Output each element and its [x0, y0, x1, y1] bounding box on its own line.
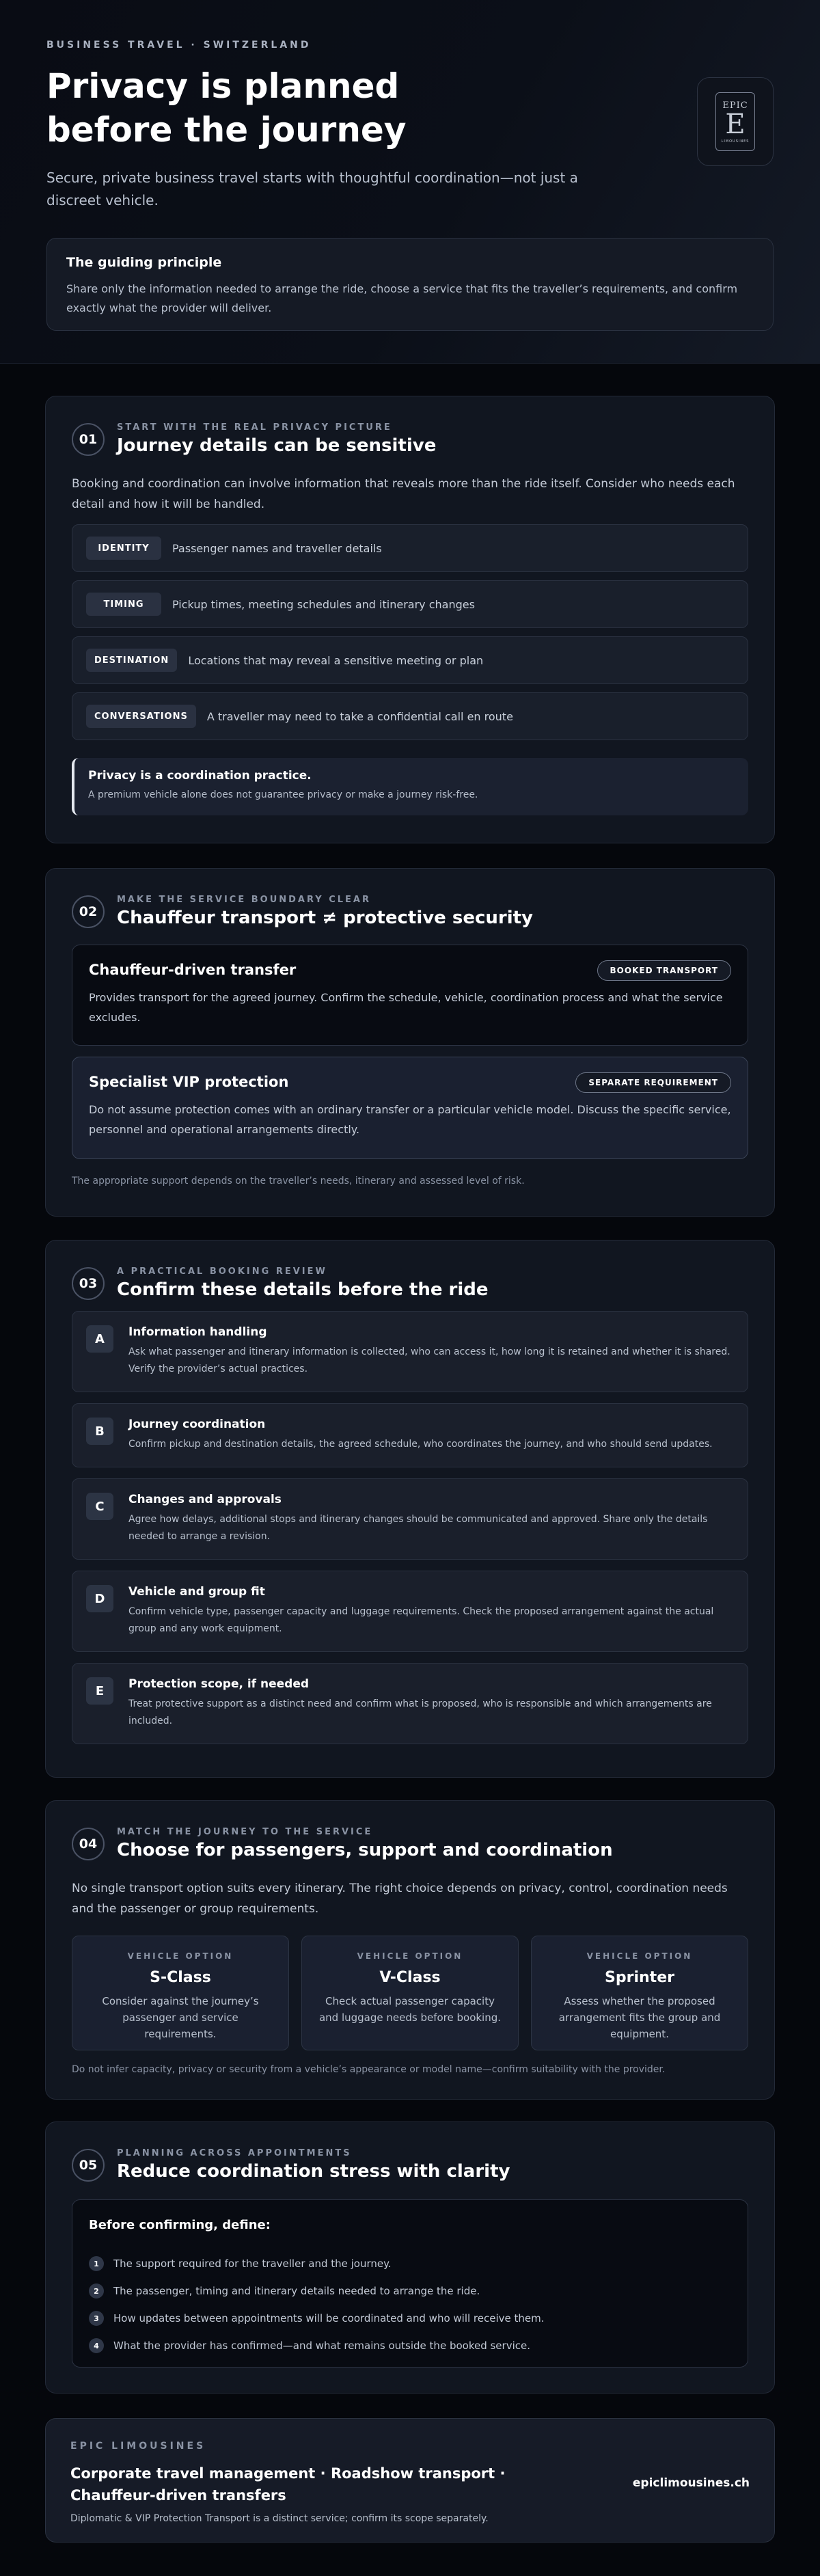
- service-title: Chauffeur-driven transfer: [89, 962, 297, 978]
- note-text: A premium vehicle alone does not guarantee privacy or make a journey risk-free.: [88, 789, 478, 800]
- section-booking-review: [45, 1240, 775, 1778]
- detail-tag: TIMING: [86, 593, 161, 616]
- section-footnote: The appropriate support depends on the traveller’s needs, itinerary and assessed level of risk.: [72, 1176, 525, 1187]
- footer-brand: EPIC LIMOUSINES: [70, 2441, 206, 2452]
- item-title: Changes and approvals: [128, 1493, 282, 1506]
- item-letter: B: [86, 1418, 113, 1445]
- section-number: 01: [72, 423, 105, 456]
- detail-text: Pickup times, meeting schedules and itinerary changes: [172, 597, 475, 611]
- section-title: Choose for passengers, support and coordination: [117, 1840, 613, 1860]
- vehicle-card-s-class: [72, 1936, 289, 2050]
- vehicle-eyebrow: VEHICLE OPTION: [586, 1951, 693, 1961]
- item-letter: C: [86, 1493, 113, 1520]
- sensitive-detail-row: [72, 580, 748, 628]
- vehicle-name: S-Class: [150, 1969, 211, 1986]
- section-eyebrow: START WITH THE REAL PRIVACY PICTURE: [117, 422, 392, 433]
- define-item: [89, 2250, 731, 2277]
- section-title: Reduce coordination stress with clarity: [117, 2161, 510, 2182]
- note-title: Privacy is a coordination practice.: [88, 769, 312, 783]
- section-eyebrow: PLANNING ACROSS APPOINTMENTS: [117, 2148, 352, 2158]
- item-text: Confirm pickup and destination details, the agreed schedule, who coordinates the journey, and who should send updates.: [128, 1439, 713, 1450]
- sensitive-detail-row: [72, 636, 748, 684]
- checklist-item: [72, 1311, 748, 1392]
- section-eyebrow: MAKE THE SERVICE BOUNDARY CLEAR: [117, 895, 371, 905]
- section-header: [72, 422, 748, 456]
- section-title: Confirm these details before the ride: [117, 1279, 489, 1300]
- vehicle-eyebrow: VEHICLE OPTION: [127, 1951, 234, 1961]
- principle-title: The guiding principle: [66, 255, 222, 270]
- item-text: How updates between appointments will be coordinated and who will receive them.: [113, 2312, 545, 2324]
- hero-eyebrow: BUSINESS TRAVEL · SWITZERLAND: [46, 40, 312, 51]
- section-header: [72, 895, 748, 928]
- item-title: Journey coordination: [128, 1418, 266, 1431]
- item-letter: A: [86, 1325, 113, 1353]
- item-letter: E: [86, 1677, 113, 1705]
- detail-tag: CONVERSATIONS: [86, 705, 196, 728]
- footer-card: [45, 2418, 775, 2543]
- section-title: Chauffeur transport ≠ protective security: [117, 908, 534, 928]
- section-number: 02: [72, 895, 105, 928]
- service-badge: SEPARATE REQUIREMENT: [575, 1072, 731, 1093]
- detail-text: Passenger names and traveller details: [172, 541, 382, 555]
- logo-top-text: EPIC: [722, 100, 748, 111]
- section-header: [72, 1266, 748, 1300]
- section-vehicle-match: [45, 1800, 775, 2100]
- item-title: Protection scope, if needed: [128, 1677, 310, 1691]
- define-item: [89, 2277, 731, 2305]
- item-number: 1: [89, 2256, 104, 2271]
- vehicle-options: [72, 1936, 748, 2050]
- item-text: Treat protective support as a distinct need and confirm what is proposed, who is responsible and which arrangements are included.: [128, 1698, 712, 1726]
- item-title: Information handling: [128, 1325, 267, 1339]
- service-card-chauffeur: [72, 945, 748, 1046]
- service-badge: BOOKED TRANSPORT: [597, 960, 731, 981]
- checklist-item: [72, 1478, 748, 1560]
- website-link[interactable]: epiclimousines.ch: [632, 2476, 750, 2490]
- guiding-principle-card: [46, 238, 774, 331]
- item-text: The support required for the traveller and the journey.: [113, 2258, 392, 2270]
- section-header: [72, 1827, 748, 1860]
- item-text: Agree how delays, additional stops and itinerary changes should be communicated and approved. Share only the details needed to arrange a revision.: [128, 1514, 708, 1542]
- checklist-item: [72, 1403, 748, 1467]
- footer-services: Corporate travel management · Roadshow transport · Chauffeur-driven transfers: [70, 2465, 506, 2504]
- vehicle-text: Consider against the journey’s passenger and service requirements.: [102, 1995, 259, 2040]
- item-letter: D: [86, 1585, 113, 1612]
- section-header: [72, 2148, 748, 2182]
- service-text: Provides transport for the agreed journey. Confirm the schedule, vehicle, coordination process and what the service excludes.: [89, 991, 723, 1024]
- section-number: 04: [72, 1828, 105, 1860]
- sensitive-detail-row: [72, 524, 748, 572]
- hero-subtitle: Secure, private business travel starts with thoughtful coordination—not just a discreet vehicle.: [46, 170, 578, 208]
- checklist-item: [72, 1663, 748, 1744]
- section-eyebrow: MATCH THE JOURNEY TO THE SERVICE: [117, 1827, 373, 1837]
- detail-tag: DESTINATION: [86, 649, 177, 672]
- service-title: Specialist VIP protection: [89, 1074, 289, 1090]
- vehicle-name: Sprinter: [605, 1969, 674, 1986]
- service-text: Do not assume protection comes with an ordinary transfer or a particular vehicle model. Discuss the specific service, personnel and operational arrangements directly.: [89, 1103, 731, 1136]
- section-intro: Booking and coordination can involve information that reveals more than the ride itself. Consider who needs each detail and how it will be handled.: [72, 477, 735, 511]
- principle-text: Share only the information needed to arrange the ride, choose a service that fits the traveller’s requirements, and confirm exactly what the provider will deliver.: [66, 282, 738, 314]
- section-footnote: Do not infer capacity, privacy or security from a vehicle’s appearance or model name—confirm suitability with the provider.: [72, 2064, 666, 2075]
- section-number: 03: [72, 1267, 105, 1300]
- brand-logo: [697, 77, 774, 166]
- hero-title: Privacy is planned before the journey: [46, 66, 407, 150]
- vehicle-text: Check actual passenger capacity and luggage needs before booking.: [318, 1995, 502, 2024]
- vehicle-card-sprinter: [531, 1936, 748, 2050]
- detail-text: Locations that may reveal a sensitive meeting or plan: [188, 653, 484, 667]
- section-intro: No single transport option suits every itinerary. The right choice depends on privacy, control, coordination needs and the passenger or group requirements.: [72, 1882, 728, 1916]
- logo-mark: [715, 92, 755, 151]
- vehicle-card-v-class: [301, 1936, 519, 2050]
- vehicle-eyebrow: VEHICLE OPTION: [357, 1951, 463, 1961]
- hero: [0, 0, 820, 364]
- checklist-item: [72, 1571, 748, 1652]
- privacy-note: [72, 758, 748, 815]
- item-text: The passenger, timing and itinerary details needed to arrange the ride.: [113, 2285, 480, 2297]
- item-text: Confirm vehicle type, passenger capacity and luggage requirements. Check the proposed arrangement against the actual group and any work equipment.: [128, 1606, 714, 1634]
- section-coordination: [45, 2121, 775, 2394]
- vehicle-text: Assess whether the proposed arrangement fits the group and equipment.: [558, 1995, 721, 2040]
- item-number: 4: [89, 2338, 104, 2353]
- item-text: What the provider has confirmed—and what remains outside the booked service.: [113, 2340, 530, 2352]
- define-title: Before confirming, define:: [89, 2218, 271, 2232]
- sensitive-detail-row: [72, 692, 748, 740]
- define-checklist: [72, 2199, 748, 2368]
- define-item: [89, 2305, 731, 2332]
- detail-tag: IDENTITY: [86, 537, 161, 560]
- item-number: 2: [89, 2283, 104, 2299]
- logo-letter: E: [725, 108, 746, 140]
- section-title: Journey details can be sensitive: [117, 435, 437, 456]
- section-number: 05: [72, 2149, 105, 2182]
- define-item: [89, 2332, 731, 2359]
- section-privacy-picture: [45, 396, 775, 843]
- item-number: 3: [89, 2311, 104, 2326]
- footer-note: Diplomatic & VIP Protection Transport is a distinct service; confirm its scope separately.: [70, 2513, 489, 2524]
- item-title: Vehicle and group fit: [128, 1585, 265, 1599]
- service-card-protection: [72, 1057, 748, 1159]
- vehicle-name: V-Class: [379, 1969, 441, 1986]
- section-eyebrow: A PRACTICAL BOOKING REVIEW: [117, 1266, 327, 1277]
- logo-bottom-text: LIMOUSINES: [721, 139, 750, 144]
- item-text: Ask what passenger and itinerary information is collected, who can access it, how long it is retained and whether it is shared. Verify the provider’s actual practices.: [128, 1346, 730, 1374]
- section-service-boundary: [45, 868, 775, 1217]
- detail-text: A traveller may need to take a confidential call en route: [206, 709, 513, 723]
